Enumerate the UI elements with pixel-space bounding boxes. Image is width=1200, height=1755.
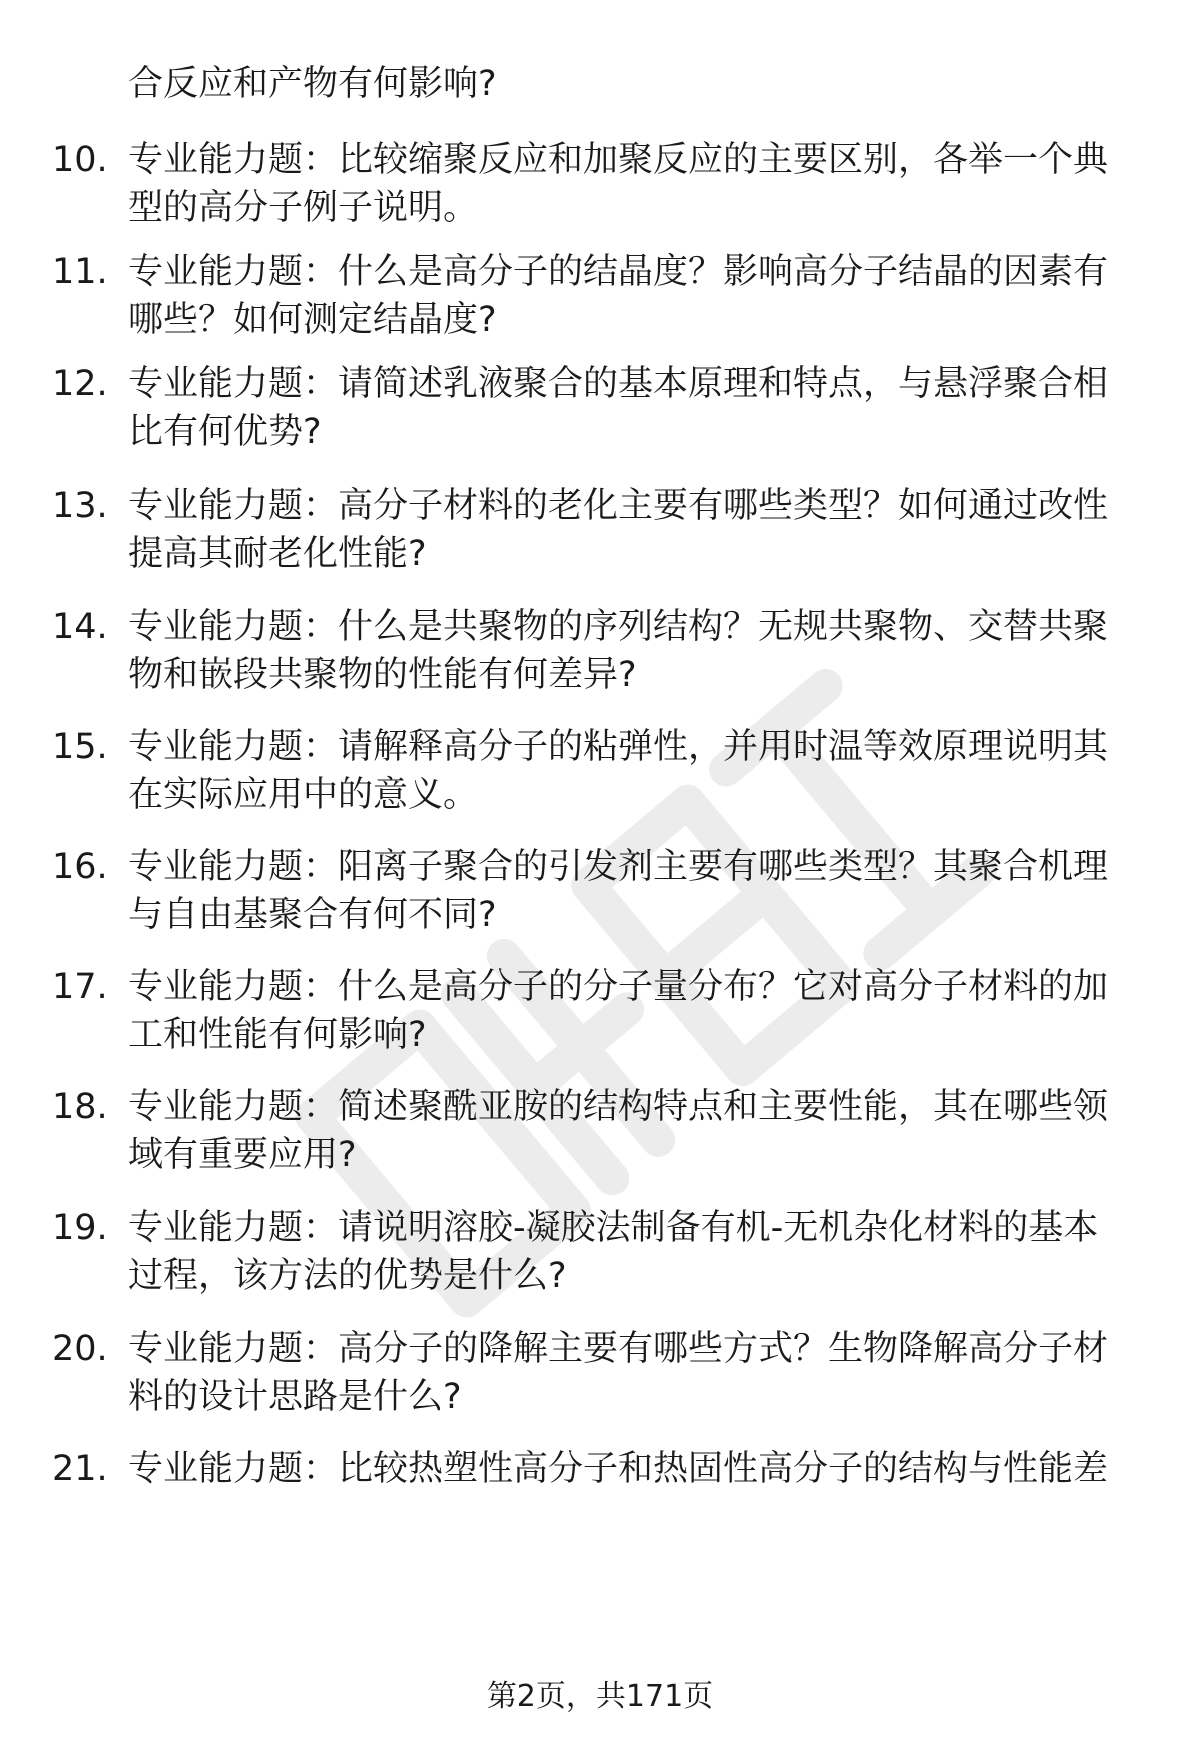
question-text-line: 与自由基聚合有何不同?: [128, 895, 497, 935]
question-number: 21.: [52, 1449, 108, 1489]
question-number: 15.: [52, 727, 108, 767]
question-text-line: 专业能力题：请解释高分子的粘弹性，并用时温等效原理说明其: [128, 727, 1109, 767]
question-text-line: 专业能力题：高分子的降解主要有哪些方式？生物降解高分子材: [128, 1329, 1109, 1369]
question-number: 13.: [52, 486, 108, 526]
question-text-line: 工和性能有何影响?: [128, 1015, 427, 1055]
question-number: 17.: [52, 967, 108, 1007]
question-text-line: 专业能力题：阳离子聚合的引发剂主要有哪些类型？其聚合机理: [128, 847, 1109, 887]
question-text-line: 型的高分子例子说明。: [128, 188, 479, 228]
question-text-line: 比有何优势?: [128, 412, 322, 452]
question-number: 18.: [52, 1087, 108, 1127]
question-text-line: 域有重要应用?: [128, 1135, 357, 1175]
question-text-line: 专业能力题：什么是高分子的结晶度？影响高分子结晶的因素有: [128, 252, 1109, 292]
question-text-line: 哪些？如何测定结晶度?: [128, 300, 497, 340]
question-number: 12.: [52, 364, 108, 404]
page-footer: 第2页，共171页: [486, 1679, 714, 1714]
question-text-line: 过程，该方法的优势是什么?: [128, 1256, 567, 1296]
question-text-line: 专业能力题：比较热塑性高分子和热固性高分子的结构与性能差: [128, 1449, 1109, 1489]
question-number: 10.: [52, 140, 108, 180]
question-text-line: 专业能力题：高分子材料的老化主要有哪些类型？如何通过改性: [128, 486, 1109, 526]
question-text-line: 料的设计思路是什么?: [128, 1377, 462, 1417]
question-text-line: 专业能力题：什么是高分子的分子量分布？它对高分子材料的加: [128, 967, 1109, 1007]
question-number: 20.: [52, 1329, 108, 1369]
question-number: 14.: [52, 607, 108, 647]
question-text-line: 提高其耐老化性能?: [128, 534, 427, 574]
question-number: 16.: [52, 847, 108, 887]
question-text-line: 专业能力题：比较缩聚反应和加聚反应的主要区别，各举一个典: [128, 140, 1109, 180]
continuation-text: 合反应和产物有何影响?: [128, 64, 497, 104]
question-text-line: 专业能力题：请说明溶胶-凝胶法制备有机-无机杂化材料的基本: [128, 1208, 1099, 1248]
question-text-line: 专业能力题：请简述乳液聚合的基本原理和特点，与悬浮聚合相: [128, 364, 1109, 404]
question-number: 11.: [52, 252, 108, 292]
question-text-line: 专业能力题：什么是共聚物的序列结构？无规共聚物、交替共聚: [128, 607, 1109, 647]
question-number: 19.: [52, 1208, 108, 1248]
question-text-line: 物和嵌段共聚物的性能有何差异?: [128, 655, 637, 695]
question-text-line: 专业能力题：简述聚酰亚胺的结构特点和主要性能，其在哪些领: [128, 1087, 1109, 1127]
question-text-line: 在实际应用中的意义。: [128, 775, 479, 815]
